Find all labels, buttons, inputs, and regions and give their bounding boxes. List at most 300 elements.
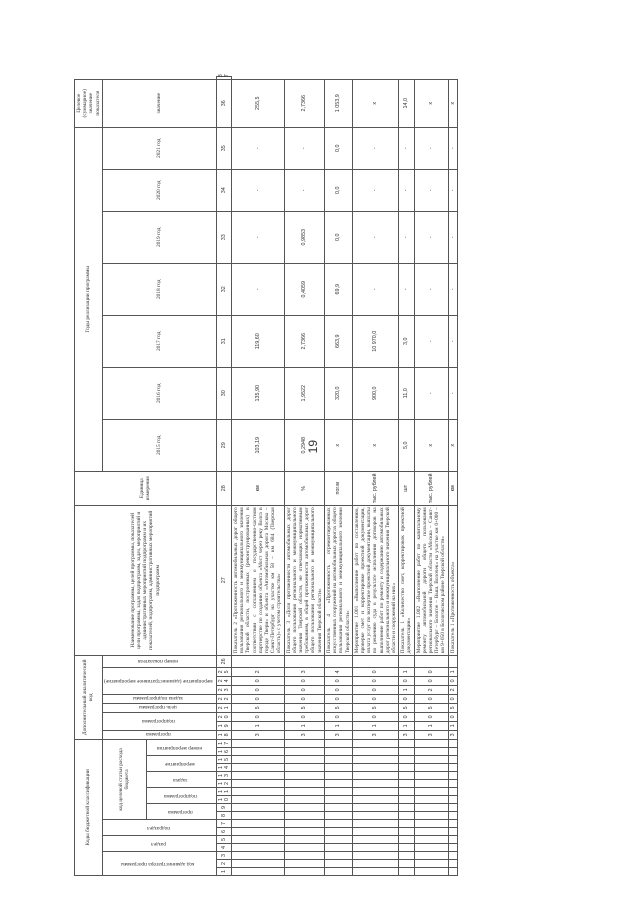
cell-v2015: 0,2948	[284, 419, 324, 471]
cell-v2016: 1,9522	[284, 367, 324, 419]
code-cell	[324, 868, 352, 876]
code-cell: 0	[284, 685, 324, 694]
code-cell	[414, 764, 448, 772]
column-number: 21	[216, 703, 231, 712]
code-cell	[448, 772, 457, 780]
cell-v2016: -	[448, 367, 457, 419]
cell-v2017: 119,60	[232, 315, 285, 367]
code-cell	[324, 844, 352, 852]
code-cell	[448, 788, 457, 796]
column-number: 2	[216, 860, 231, 868]
header-unit: Единица измерения	[75, 471, 217, 505]
code-cell	[399, 844, 414, 852]
code-cell: 0	[399, 694, 414, 703]
code-cell: 0	[324, 685, 352, 694]
code-cell	[324, 748, 352, 756]
code-cell	[414, 804, 448, 812]
header-value: значение	[102, 79, 216, 127]
header-dop-6: номер показателя	[102, 655, 216, 667]
code-cell	[414, 828, 448, 836]
cell-v2015: х	[324, 419, 352, 471]
header-kcsr-d: мероприятие	[146, 756, 216, 772]
code-cell	[414, 836, 448, 844]
cell-target: 2,7366	[284, 79, 324, 127]
table-row	[232, 77, 285, 876]
code-cell: 0	[232, 676, 285, 685]
header-kcsr-e: номер мероприятия	[146, 739, 216, 755]
code-cell: 0	[414, 676, 448, 685]
code-cell	[284, 804, 324, 812]
code-cell	[448, 860, 457, 868]
code-cell	[399, 772, 414, 780]
cell-v2019: -	[352, 211, 398, 263]
code-cell	[284, 812, 324, 820]
header-gad: код администратора программы	[102, 852, 216, 876]
table-row	[399, 77, 414, 876]
code-cell	[324, 780, 352, 788]
cell-v2015: х	[414, 419, 448, 471]
column-number: 16	[216, 748, 231, 756]
cell-v2021: -	[414, 127, 448, 169]
code-cell	[399, 748, 414, 756]
code-cell	[284, 828, 324, 836]
code-cell: 0	[324, 712, 352, 721]
code-cell: 3	[284, 730, 324, 739]
code-cell	[232, 844, 285, 852]
header-dop-2: подпрограмма	[102, 712, 216, 730]
cell-v2015: 103,19	[232, 419, 285, 471]
code-cell: 1	[414, 721, 448, 730]
code-cell: 0	[232, 685, 285, 694]
column-number: 22	[216, 694, 231, 703]
column-number: 32	[216, 263, 231, 315]
code-cell	[399, 820, 414, 828]
code-cell	[324, 804, 352, 812]
cell-v2019: 0,0	[324, 211, 352, 263]
code-cell	[352, 772, 398, 780]
code-cell	[399, 756, 414, 764]
code-cell	[284, 868, 324, 876]
code-cell: 5	[232, 703, 285, 712]
code-cell	[352, 820, 398, 828]
code-cell: 3	[352, 730, 398, 739]
code-cell	[399, 852, 414, 860]
code-cell	[352, 796, 398, 804]
code-cell: 0	[414, 694, 448, 703]
code-cell: 0	[352, 685, 398, 694]
code-cell	[324, 852, 352, 860]
code-cell	[284, 739, 324, 747]
code-cell	[324, 772, 352, 780]
column-number: 19	[216, 721, 231, 730]
cell-v2018: -	[399, 263, 414, 315]
code-cell	[324, 796, 352, 804]
column-number: 28	[216, 471, 231, 505]
code-cell	[352, 748, 398, 756]
cell-unit: %	[284, 471, 324, 505]
header-y2017: 2017 год	[102, 315, 216, 367]
code-cell: 0	[284, 676, 324, 685]
table-row	[352, 77, 398, 876]
cell-v2020: -	[232, 169, 285, 211]
header-y2015: 2015 год	[102, 419, 216, 471]
program-table	[74, 76, 458, 876]
column-number: 25	[216, 667, 231, 676]
header-kcsr-c: задача	[146, 772, 216, 788]
code-cell	[414, 820, 448, 828]
cell-unit: км	[232, 471, 285, 505]
cell-v2020: 0,0	[324, 169, 352, 211]
code-cell	[232, 788, 285, 796]
row-name: Показатель 4 «Протяженность отремонтированных искусственных сооружений на автомобильных дорогах общего пользования регионального и межмуниципального значения Тверской области»	[325, 507, 351, 654]
header-dop-4: задача подпрограммы	[102, 694, 216, 703]
column-number: 3	[216, 852, 231, 860]
code-cell: 1	[232, 721, 285, 730]
cell-v2020: -	[448, 169, 457, 211]
header-y2018: 2018 год	[102, 263, 216, 315]
code-cell	[399, 860, 414, 868]
code-cell	[352, 852, 398, 860]
column-number: 9	[216, 804, 231, 812]
code-cell: 5	[399, 703, 414, 712]
code-cell	[284, 860, 324, 868]
cell-v2016: 135,90	[232, 367, 285, 419]
cell-v2018: -	[232, 263, 285, 315]
column-number: 23	[216, 685, 231, 694]
column-number: 4	[216, 844, 231, 852]
code-cell	[232, 828, 285, 836]
table-row	[324, 77, 352, 876]
code-cell	[284, 772, 324, 780]
column-number: 30	[216, 367, 231, 419]
cell-v2016: 11,0	[399, 367, 414, 419]
code-cell	[448, 796, 457, 804]
code-cell	[448, 868, 457, 876]
code-cell	[352, 804, 398, 812]
code-cell: 0	[352, 676, 398, 685]
code-cell	[232, 739, 285, 747]
column-number: 13	[216, 772, 231, 780]
cell-v2021: -	[284, 127, 324, 169]
code-cell	[324, 812, 352, 820]
code-cell	[324, 764, 352, 772]
code-cell	[448, 852, 457, 860]
column-number: 6	[216, 828, 231, 836]
code-cell: 0	[352, 667, 398, 676]
column-number: 11	[216, 788, 231, 796]
cell-v2018: 69,9	[324, 263, 352, 315]
code-cell	[448, 844, 457, 852]
header-y2019: 2019 год	[102, 211, 216, 263]
code-cell	[324, 788, 352, 796]
code-cell	[414, 772, 448, 780]
code-cell	[399, 739, 414, 747]
cell-v2018: -	[352, 263, 398, 315]
code-cell	[414, 739, 448, 747]
code-cell	[232, 868, 285, 876]
column-number: 18	[216, 730, 231, 739]
cell-v2017: 3,0	[399, 315, 414, 367]
code-cell	[232, 804, 285, 812]
row-name: Показатель 2 «Протяженность автомобильных дорог общего пользования регионального и межмуниципального значения Тверской области, построенных (реконструированных) в соответствии с соглашением о государственно-частном партнерстве по созданию объекта «Мост через реку Волга в городе Твери» и объекта «Автомобильная дорога Москва – Санкт-Петербург на участке км 58 – км 684 (Тверская область)» с учетом строительства»	[233, 507, 283, 654]
code-cell	[232, 772, 285, 780]
code-cell	[399, 796, 414, 804]
header-target: Целевое (суммарное) значение показателя	[75, 79, 103, 127]
code-cell	[352, 780, 398, 788]
column-number: 35	[216, 127, 231, 169]
code-cell: 5	[324, 703, 352, 712]
spacer-cell	[414, 655, 448, 667]
cell-target: х	[448, 79, 457, 127]
row-name: Показатель 1 «Протяженность объекта»	[448, 505, 457, 655]
code-cell	[232, 836, 285, 844]
cell-v2020: -	[414, 169, 448, 211]
cell-v2015: х	[448, 419, 457, 471]
cell-target: 255,5	[232, 79, 285, 127]
code-cell	[284, 764, 324, 772]
table-row	[414, 77, 448, 876]
column-number: 37	[217, 74, 230, 78]
code-cell	[352, 756, 398, 764]
code-cell	[352, 739, 398, 747]
code-cell: 0	[352, 694, 398, 703]
code-cell	[324, 756, 352, 764]
code-cell	[352, 788, 398, 796]
column-number: 14	[216, 764, 231, 772]
code-cell	[324, 820, 352, 828]
code-cell	[352, 844, 398, 852]
code-cell	[352, 828, 398, 836]
code-cell	[448, 764, 457, 772]
header-kcsr: код целевой статьи расхода бюджета	[102, 739, 146, 819]
code-cell: 0	[448, 712, 457, 721]
cell-unit: шт	[399, 471, 414, 505]
header-podrazdel: подраздел	[102, 820, 216, 836]
header-kcsr-b: подпрограмма	[146, 788, 216, 804]
cell-target: 1 053,9	[324, 79, 352, 127]
code-cell	[399, 780, 414, 788]
cell-v2020: -	[399, 169, 414, 211]
cell-v2015: х	[352, 419, 398, 471]
column-number: 7	[216, 820, 231, 828]
cell-v2019: 0,9853	[284, 211, 324, 263]
cell-v2018: -	[414, 263, 448, 315]
code-cell	[352, 868, 398, 876]
code-cell	[324, 828, 352, 836]
cell-v2015: 5,0	[399, 419, 414, 471]
code-cell	[232, 820, 285, 828]
code-cell: 5	[414, 703, 448, 712]
column-number: 31	[216, 315, 231, 367]
code-cell: 1	[324, 721, 352, 730]
code-cell	[448, 739, 457, 747]
code-cell: 5	[448, 703, 457, 712]
code-cell: 0	[284, 694, 324, 703]
code-cell	[414, 868, 448, 876]
code-cell: 0	[414, 712, 448, 721]
code-cell	[232, 756, 285, 764]
code-cell: 0	[448, 676, 457, 685]
code-cell	[399, 812, 414, 820]
code-cell	[448, 748, 457, 756]
code-cell	[448, 804, 457, 812]
header-y2016: 2016 год	[102, 367, 216, 419]
code-cell	[414, 748, 448, 756]
column-number: 27	[216, 505, 231, 655]
cell-unit: пог.м	[324, 471, 352, 505]
column-number: 17	[216, 739, 231, 747]
header-codes: Коды бюджетной классификации	[75, 739, 103, 875]
cell-v2018: 0,4059	[284, 263, 324, 315]
cell-target: х	[352, 79, 398, 127]
code-cell: 1	[448, 667, 457, 676]
header-dop-3: цель программы	[102, 703, 216, 712]
cell-v2021: -	[232, 127, 285, 169]
cell-v2021: 0,0	[324, 127, 352, 169]
code-cell	[284, 796, 324, 804]
cell-v2021: -	[399, 127, 414, 169]
code-cell: 3	[232, 730, 285, 739]
column-number-row	[216, 77, 231, 876]
header-years: Годы реализации программы	[75, 127, 103, 471]
column-number: 34	[216, 169, 231, 211]
code-cell	[399, 836, 414, 844]
column-number: 15	[216, 756, 231, 764]
code-cell	[352, 836, 398, 844]
code-cell	[284, 820, 324, 828]
code-cell: 1	[448, 721, 457, 730]
cell-v2018: -	[448, 263, 457, 315]
header-row-1	[75, 77, 103, 876]
column-number: 24	[216, 676, 231, 685]
code-cell	[352, 860, 398, 868]
code-cell: 2	[232, 667, 285, 676]
code-cell: 2	[414, 685, 448, 694]
table-body	[232, 77, 458, 876]
cell-v2017: 663,9	[324, 315, 352, 367]
code-cell	[324, 739, 352, 747]
code-cell: 0	[399, 712, 414, 721]
code-cell	[414, 756, 448, 764]
code-cell	[284, 780, 324, 788]
cell-v2016: -	[414, 367, 448, 419]
code-cell	[448, 812, 457, 820]
spacer-cell	[284, 655, 324, 667]
code-cell: 1	[399, 667, 414, 676]
column-number: 10	[216, 796, 231, 804]
table-row	[284, 77, 324, 876]
code-cell	[399, 764, 414, 772]
code-cell	[232, 860, 285, 868]
code-cell: 3	[414, 730, 448, 739]
code-cell	[284, 756, 324, 764]
code-cell	[232, 812, 285, 820]
code-cell: 1	[352, 721, 398, 730]
cell-v2016: 900,0	[352, 367, 398, 419]
column-number: 1	[216, 868, 231, 876]
cell-unit: тыс. рублей	[352, 471, 398, 505]
code-cell	[414, 812, 448, 820]
column-number: 12	[216, 780, 231, 788]
code-cell	[414, 788, 448, 796]
row-name: Мероприятие 1.002 «Выполнение работ по капитальному ремонту автомобильной дороги общего пользования регионального значения Тверской области «Москва – Санкт-Петербург – Бологое – Выш. Волочек» на участке км 0+000 – км 9+050 в Бологовском районе Тверской области»	[415, 507, 447, 654]
code-cell	[232, 796, 285, 804]
code-cell: 0	[284, 712, 324, 721]
code-cell	[399, 788, 414, 796]
cell-v2016: 320,0	[324, 367, 352, 419]
code-cell: 0	[448, 694, 457, 703]
spacer-cell	[324, 655, 352, 667]
code-cell: 0	[232, 712, 285, 721]
column-number: 8	[216, 812, 231, 820]
code-cell	[232, 748, 285, 756]
column-number: 29	[216, 419, 231, 471]
header-y2021: 2021 год	[102, 127, 216, 169]
cell-unit: км	[448, 471, 457, 505]
cell-v2020: -	[352, 169, 398, 211]
code-cell: 1	[399, 685, 414, 694]
code-cell: 0	[324, 676, 352, 685]
row-name: Мероприятие 1.001 «Выполнение работ по составлению, проверке смет и корректировке проектной документации, оплата услуг по экспертизе проектной документации, выплаты по решению суда в результате исполнения договоров на выполнение работ по ремонту и содержанию автомобильных дорог регионального и межмуниципального значения Тверской области и сооружений на них»	[353, 507, 397, 654]
code-cell	[232, 764, 285, 772]
row-name: Показатель 1 «Количество смет, корректировок проектной документации»	[400, 507, 413, 654]
code-cell: 5	[352, 703, 398, 712]
column-number: 20	[216, 712, 231, 721]
code-cell	[448, 828, 457, 836]
code-cell	[399, 804, 414, 812]
code-cell	[448, 756, 457, 764]
code-cell: 0	[352, 712, 398, 721]
cell-v2017: -	[414, 315, 448, 367]
code-cell	[284, 844, 324, 852]
code-cell: 4	[324, 667, 352, 676]
cell-v2020: -	[284, 169, 324, 211]
code-cell	[352, 812, 398, 820]
code-cell	[232, 852, 285, 860]
cell-target: 14,0	[399, 79, 414, 127]
code-cell: 3	[399, 730, 414, 739]
code-cell: 0	[232, 694, 285, 703]
header-dop-5: мероприятие (административное мероприятие)	[102, 667, 216, 694]
code-cell	[414, 852, 448, 860]
header-dop-1: программа	[102, 730, 216, 739]
code-cell	[414, 780, 448, 788]
code-cell: 3	[448, 730, 457, 739]
code-cell	[448, 780, 457, 788]
code-cell: 3	[284, 667, 324, 676]
code-cell	[324, 836, 352, 844]
header-kcsr-a: программа	[146, 804, 216, 820]
code-cell	[448, 820, 457, 828]
code-cell	[448, 836, 457, 844]
cell-v2021: -	[448, 127, 457, 169]
page-number: 19	[306, 440, 320, 454]
cell-v2021: -	[352, 127, 398, 169]
header-dop-code: Дополнительный аналитический код	[75, 655, 103, 739]
code-cell: 3	[324, 730, 352, 739]
code-cell	[284, 852, 324, 860]
code-cell	[324, 860, 352, 868]
code-cell: 0	[399, 676, 414, 685]
column-number: 36	[216, 79, 231, 127]
table-row	[448, 77, 457, 876]
cell-v2017: 2,7366	[284, 315, 324, 367]
cell-v2017: -	[448, 315, 457, 367]
code-cell	[232, 780, 285, 788]
header-razdel: раздел	[102, 836, 216, 852]
cell-v2019: -	[399, 211, 414, 263]
spacer-cell	[352, 655, 398, 667]
